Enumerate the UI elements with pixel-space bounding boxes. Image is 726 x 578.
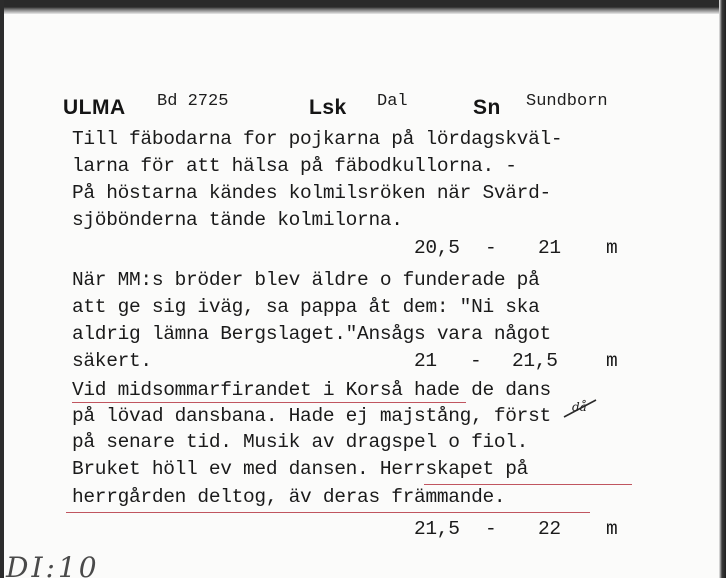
- word-label: ULMA: [63, 96, 126, 119]
- handwritten-insert-text: då: [572, 400, 587, 414]
- handwritten-note-text: DI:10: [6, 551, 100, 578]
- range-to: 21,5: [512, 350, 558, 372]
- text-line: På höstarna kändes kolmilsröken när Svärd-: [72, 182, 551, 204]
- sn-label: Sn: [473, 96, 501, 119]
- range-unit: m: [606, 237, 618, 259]
- text-line: Till fäbodarna for pojkarna på lördagskväl-: [72, 128, 563, 150]
- range-to: 22: [538, 518, 561, 540]
- lsk-label: Lsk: [309, 96, 347, 119]
- card-right-edge: [719, 0, 726, 578]
- text-line: säkert.: [72, 350, 152, 372]
- word-number: Bd 2725: [157, 92, 229, 111]
- text-line: på lövad dansbana. Hade ej majstång, först: [72, 405, 551, 427]
- text-line: sjöbönderna tände kolmilorna.: [72, 209, 403, 231]
- range-dash: -: [485, 518, 497, 540]
- range-dash: -: [485, 237, 497, 259]
- text-line: Vid midsommarfirandet i Korså hade de dans: [72, 379, 551, 401]
- text-line: När MM:s bröder blev äldre o funderade på: [72, 269, 540, 291]
- text-line: att ge sig iväg, sa pappa åt dem: "Ni ska: [72, 296, 540, 318]
- text-line: larna för att hälsa på fäbodkullorna. -: [72, 155, 517, 177]
- text-line: på senare tid. Musik av dragspel o fiol.: [72, 431, 529, 453]
- range-unit: m: [606, 350, 618, 372]
- pencil-underline: [424, 484, 632, 485]
- range-to: 21: [538, 237, 561, 259]
- range-from: 21: [414, 350, 437, 372]
- card-top-edge: [0, 0, 726, 14]
- card-header: [63, 92, 663, 122]
- pencil-underline: [72, 402, 466, 403]
- handwritten-note: [0, 548, 160, 578]
- text-line: aldrig lämna Bergslaget."Ansågs vara något: [72, 323, 551, 345]
- text-line: herrgården deltog, äv deras främmande.: [72, 486, 506, 508]
- range-unit: m: [606, 518, 618, 540]
- lsk-value: Dal: [377, 92, 408, 111]
- text-line: Bruket höll ev med dansen. Herrskapet på: [72, 458, 529, 480]
- sn-value: Sundborn: [526, 92, 608, 111]
- range-dash: -: [470, 350, 482, 372]
- handwritten-insert-mark: [562, 397, 602, 419]
- pencil-underline: [66, 512, 590, 513]
- range-from: 20,5: [414, 237, 460, 259]
- range-from: 21,5: [414, 518, 460, 540]
- card-left-edge: [0, 0, 4, 578]
